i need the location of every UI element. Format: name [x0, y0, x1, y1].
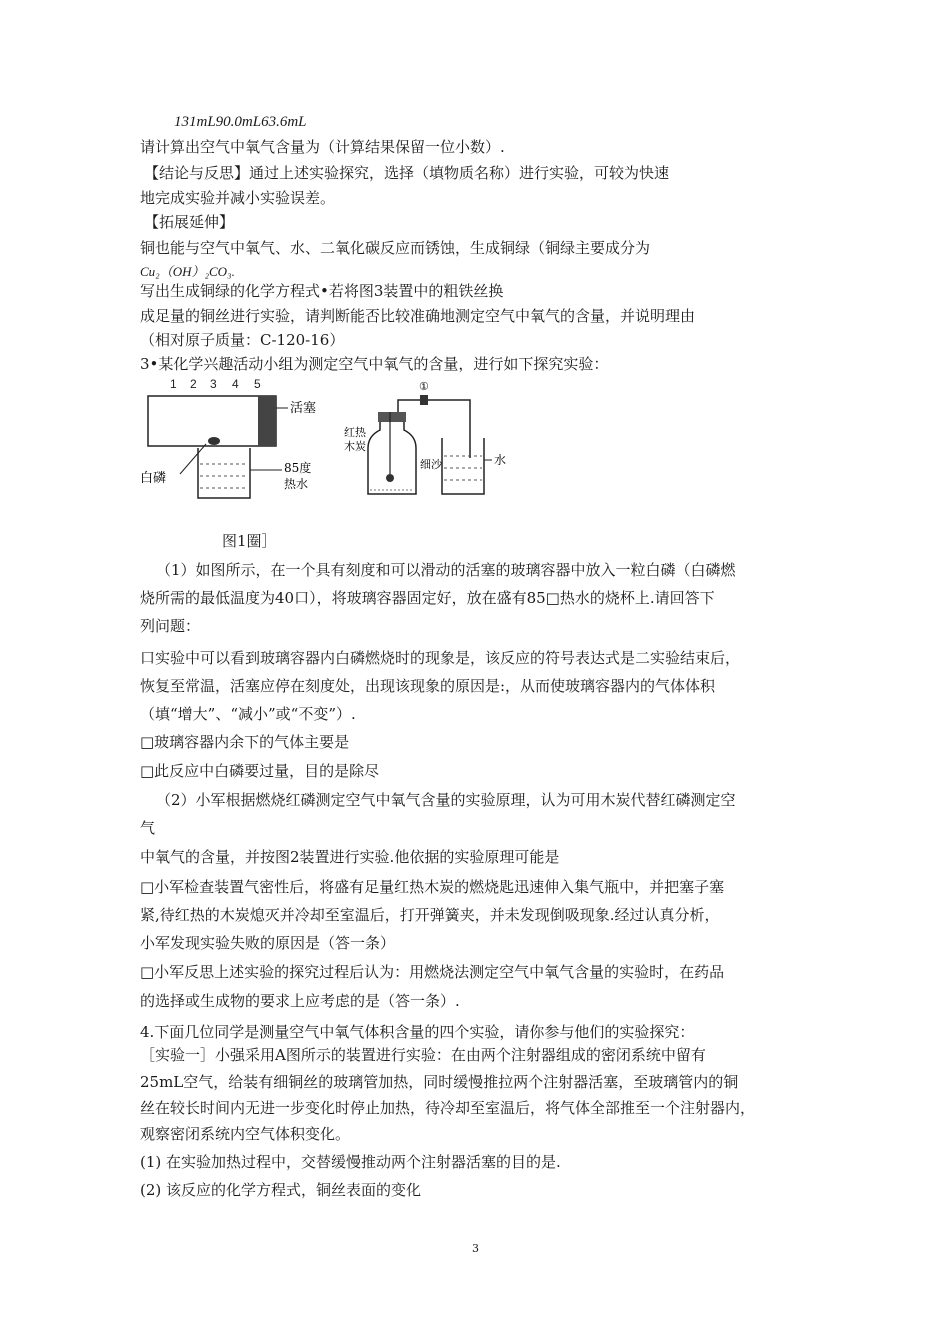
- question-1-line: （1）如图所示，在一个具有刻度和可以滑动的活塞的玻璃容器中放入一粒白磷（白磷燃: [156, 561, 736, 579]
- question-line: 写出生成铜绿的化学方程式•若将图3装置中的粗铁丝换: [140, 282, 504, 300]
- charcoal-label: 红热: [344, 426, 366, 439]
- question-2-line: （2）小军根据燃烧红磷测定空气中氧气含量的实验原理，认为可用木炭代替红磷测定空: [156, 791, 736, 809]
- question-1-line: 恢复至常温，活塞应停在刻度处，出现该现象的原因是:，从而使玻璃容器内的气体体积: [140, 677, 716, 695]
- hot-water-beaker: [198, 448, 250, 498]
- question-1-line: 烧所需的最低温度为40口），将玻璃容器固定好，放在盛有85□热水的烧杯上.请回答下: [140, 589, 715, 607]
- question-1-line: □此反应中白磷要过量，目的是除尽: [140, 762, 380, 780]
- clamp-label: ①: [419, 380, 429, 393]
- experiment-1-line: 25mL空气，给装有细铜丝的玻璃管加热，同时缓慢推拉两个注射器活塞，至玻璃管内的铜: [140, 1073, 739, 1091]
- gas-bottle: [368, 422, 416, 494]
- question-2-line: 紧,待红热的木炭熄灭并冷却至室温后，打开弹簧夹，并未发现倒吸现象.经过认真分析，: [140, 906, 720, 924]
- conclusion-line: 地完成实验并减小实验误差。: [140, 189, 336, 207]
- sub-question-2: (2) 该反应的化学方程式，铜丝表面的变化: [140, 1181, 422, 1199]
- scale-label: 1: [170, 378, 177, 391]
- question-2-line: 中氧气的含量，并按图2装置进行实验.他依据的实验原理可能是: [140, 848, 560, 866]
- sub-question-1: (1) 在实验加热过程中，交替缓慢推动两个注射器活塞的目的是.: [140, 1153, 561, 1171]
- experiment-1-line: ［实验一］小强采用A图所示的装置进行实验：在由两个注射器组成的密闭系统中留有: [140, 1046, 706, 1064]
- apparatus-figure: [140, 378, 540, 508]
- scale-label: 2: [190, 378, 197, 391]
- question-1-line: 列问题：: [140, 617, 201, 635]
- question-2-line: □小军反思上述实验的探究过程后认为：用燃烧法测定空气中氧气含量的实验时，在药品: [140, 963, 725, 981]
- beaker-water-label: 水: [494, 453, 507, 467]
- question-1-line: （填“增大”、“减小”或“不变”）.: [140, 705, 356, 723]
- problem-3-intro: 3•某化学兴趣活动小组为测定空气中氧气的含量，进行如下探究实验：: [140, 355, 609, 373]
- problem-4-intro: 4.下面几位同学是测量空气中氧气体积含量的四个实验，请你参与他们的实验探究：: [140, 1023, 695, 1041]
- question-1-line: □玻璃容器内余下的气体主要是: [140, 733, 350, 751]
- charcoal-label: 木炭: [344, 440, 366, 453]
- sand-label: 细沙: [420, 458, 442, 471]
- stopper: [378, 412, 406, 422]
- scale-label: 5: [254, 378, 261, 391]
- piston: [258, 396, 276, 446]
- extension-line: 铜也能与空气中氧气、水、二氧化碳反应而锈蚀，生成铜绿（铜绿主要成分为: [140, 239, 651, 257]
- question-2-line: 小军发现实验失败的原因是（答一条）: [140, 934, 396, 952]
- experiment-1-line: 丝在较长时间内无进一步变化时停止加热，待冷却至室温后，将气体全部推至一个注射器内，: [140, 1099, 756, 1117]
- experiment-1-line: 观察密闭系统内空气体积变化。: [140, 1125, 351, 1143]
- page-number: 3: [472, 1242, 479, 1255]
- water-temp-label: 85度: [284, 461, 312, 475]
- water-label: 热水: [284, 477, 309, 491]
- question-1-line: 口实验中可以看到玻璃容器内白磷燃烧时的现象是，该反应的符号表达式是二实验结束后，: [140, 649, 741, 667]
- question-2-line: 的选择或生成物的要求上应考虑的是（答一条）.: [140, 992, 460, 1010]
- charcoal: [386, 474, 394, 482]
- figure-caption: 图1圈］: [222, 532, 277, 550]
- question-line: 请计算出空气中氧气含量为（计算结果保留一位小数）.: [140, 138, 505, 156]
- white-phosphorus: [208, 437, 220, 445]
- data-line: 131mL90.0mL63.6mL: [174, 114, 307, 130]
- scale-label: 3: [210, 378, 217, 391]
- question-line: 成足量的铜丝进行实验，请判断能否比较准确地测定空气中氧气的含量，并说明理由: [140, 307, 696, 325]
- question-2-line: 气: [140, 819, 156, 837]
- conclusion-heading-line: 【结论与反思】通过上述实验探究，选择（填物质名称）进行实验，可较为快速: [144, 164, 670, 182]
- phosphorus-label: 白磷: [140, 471, 167, 486]
- piston-label: 活塞: [290, 401, 317, 416]
- connecting-tube: [398, 400, 470, 458]
- water-beaker: [442, 438, 484, 494]
- formula-line: Cu₂（OH）₂CO₃.: [140, 264, 235, 279]
- extension-heading: 【拓展延伸】: [144, 213, 235, 231]
- clamp: [420, 395, 428, 405]
- question-2-line: □小军检查装置气密性后，将盛有足量红热木炭的燃烧匙迅速伸入集气瓶中，并把塞子塞: [140, 878, 725, 896]
- scale-label: 4: [232, 378, 239, 391]
- atomic-mass-line: （相对原子质量：C-120-16）: [140, 331, 345, 349]
